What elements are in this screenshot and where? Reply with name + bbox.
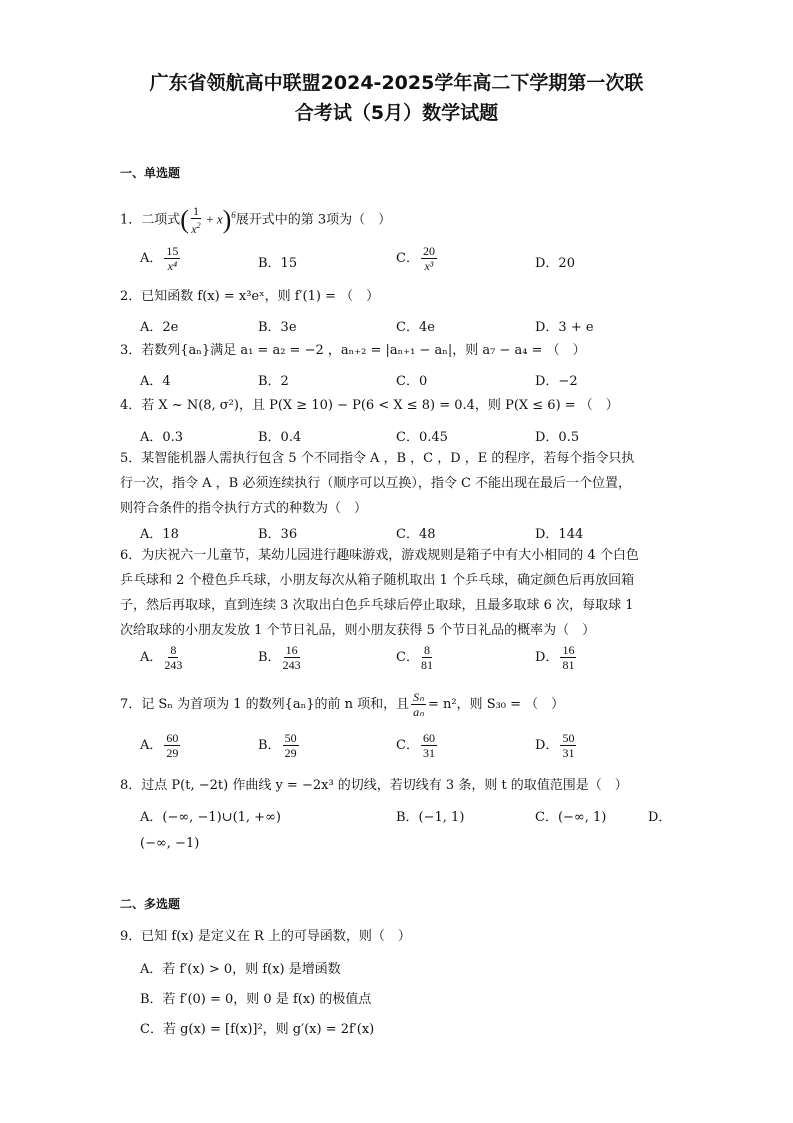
q4-option-a[interactable]: A．0.3: [140, 430, 184, 445]
q1-option-b[interactable]: B．15: [258, 256, 298, 271]
question-7-suffix: = n²，则 S₃₀ = （ ）: [427, 697, 565, 712]
q2-option-b[interactable]: B．3e: [258, 320, 297, 335]
q3-option-a[interactable]: A．4: [140, 374, 171, 389]
q6-option-a[interactable]: A． $\frac{8}{243}$: [140, 643, 183, 672]
question-1-prefix: 二项式: [141, 212, 181, 228]
q4-option-c[interactable]: C．0.45: [396, 430, 448, 445]
q1-option-d[interactable]: D．20: [535, 256, 575, 271]
q7-option-b[interactable]: B． $\frac{50}{29}$: [258, 731, 297, 760]
question-7: 7．记 Sₙ 为首项为 1 的数列{aₙ}的前 n 项和，且 $\frac{\text{Sₙ}}{\text{aₙ}}$ = n²，则 S₃₀ = （ ）: [120, 690, 565, 719]
question-5: 5．某智能机器人需执行包含 5 个不同指令 A ，B ，C ，D ，E 的程序，若每个指令只执 行一次，指令 A ，B 必须连续执行（顺序可以互换），指令 C 不能出现在最后一个位置， 则符合条件的指令执行方式的种数为（ ）: [120, 446, 634, 521]
question-7-prefix: 记 Sₙ 为首项为 1 的数列{aₙ}的前 n 项和，且: [141, 697, 410, 712]
q7-option-a[interactable]: A． $\frac{60}{29}$: [140, 731, 179, 760]
q8-option-d[interactable]: D．: [648, 810, 672, 825]
section-heading-single-choice: 一、单选题: [120, 166, 181, 180]
question-5-line-1: 某智能机器人需执行包含 5 个不同指令 A ，B ，C ，D ，E 的程序，若每个指令只执: [141, 451, 635, 466]
question-7-fraction: $\frac{\text{Sₙ}}{\text{aₙ}}$: [413, 690, 424, 719]
q8-option-c[interactable]: C．(−∞, 1): [535, 810, 607, 825]
q4-option-d[interactable]: D．0.5: [535, 430, 580, 445]
question-2-text: 已知函数 f(x) = x³eˣ，则 f′(1) = （ ）: [141, 289, 380, 304]
question-4-text: 若 X ~ N(8, σ²)，且 P(X ≥ 10) − P(6 < X ≤ 8) = 0.4，则 P(X ≤ 6) = （ ）: [141, 398, 619, 413]
question-1: 1．二项式( $\frac{1}{x^2}$ + x)$^6$展开式中的第 3项为（ ）: [120, 203, 392, 236]
question-5-line-2: 行一次，指令 A ，B 必须连续执行（顺序可以互换），指令 C 不能出现在最后一个位置，: [120, 476, 632, 491]
question-number: 1．: [120, 212, 142, 228]
question-6-line-2: 乒乓球和 2 个橙色乒乓球，小朋友每次从箱子随机取出 1 个乒乓球，确定颜色后再放回箱: [120, 573, 635, 588]
q1-c-numerator: 20: [422, 244, 435, 258]
q2-option-d[interactable]: D．3 + e: [535, 320, 594, 335]
question-6-line-1: 为庆祝六一儿童节，某幼儿园进行趣味游戏，游戏规则是箱子中有大小相同的 4 个白色: [141, 548, 639, 563]
q6-option-c[interactable]: C． $\frac{8}{81}$: [396, 643, 433, 672]
page-title-line-1: 广东省领航高中联盟2024-2025学年高二下学期第一次联: [149, 72, 644, 94]
q1-option-a[interactable]: A． $\frac{15}{\text{x⁴}}$: [140, 244, 179, 273]
left-paren: (: [180, 204, 189, 234]
question-6-line-4: 次给取球的小朋友发放 1 个节日礼品，则小朋友获得 5 个节日礼品的概率为（ ）: [120, 623, 596, 638]
right-paren: ): [222, 204, 232, 234]
question-5-line-3: 则符合条件的指令执行方式的种数为（ ）: [120, 501, 368, 516]
q9-option-a[interactable]: A．若 f′(x) > 0，则 f(x) 是增函数: [140, 962, 341, 977]
question-8-text: 过点 P(t, −2t) 作曲线 y = −2x³ 的切线，若切线有 3 条，则 t 的取值范围是（ ）: [141, 778, 628, 793]
q5-option-c[interactable]: C．48: [396, 527, 436, 542]
q8-option-d-value: (−∞, −1): [140, 836, 200, 851]
question-2: 2．已知函数 f(x) = x³eˣ，则 f′(1) = （ ）: [120, 289, 380, 304]
question-6-line-3: 子，然后再取球，直到连续 3 次取出白色乒乓球后停止取球，且最多取球 6 次，每取球 1: [120, 598, 634, 613]
q3-option-d[interactable]: D．−2: [535, 374, 578, 389]
page-title-line-2: 合考试（5月）数学试题: [294, 102, 499, 124]
q9-option-c[interactable]: C．若 g(x) = [f(x)]²，则 g′(x) = 2f′(x): [140, 1022, 375, 1037]
question-9-text: 已知 f(x) 是定义在 R 上的可导函数，则（ ）: [141, 929, 411, 944]
q5-option-d[interactable]: D．144: [535, 527, 584, 542]
q1-c-denominator: x³: [424, 259, 434, 273]
q8-option-a[interactable]: A．(−∞, −1)∪(1, +∞): [140, 810, 281, 825]
question-6: 6．为庆祝六一儿童节，某幼儿园进行趣味游戏，游戏规则是箱子中有大小相同的 4 个白色 乒乓球和 2 个橙色乒乓球，小朋友每次从箱子随机取出 1 个乒乓球，确定颜色后再放回箱 子，然后再取球，直到连续 3 次取出白色乒乓球后停止取球，且最多取球 6 次，每取球 1 次给取球的小朋友发放 1 个节日礼品，则小朋友获得 5 个节日礼品的概率为（ ）: [120, 543, 639, 643]
q3-option-c[interactable]: C．0: [396, 374, 428, 389]
q6-option-b[interactable]: B． $\frac{16}{243}$: [258, 643, 301, 672]
question-3: 3．若数列{aₙ}满足 a₁ = a₂ = −2 ，aₙ₊₂ = |aₙ₊₁ − aₙ|，则 a₇ − a₄ = （ ）: [120, 343, 586, 358]
q2-option-c[interactable]: C．4e: [396, 320, 435, 335]
question-9: 9．已知 f(x) 是定义在 R 上的可导函数，则（ ）: [120, 929, 411, 944]
q3-option-b[interactable]: B．2: [258, 374, 289, 389]
question-1-suffix: 展开式中的第 3项为（ ）: [235, 212, 392, 228]
section-heading-multiple-choice: 二、多选题: [120, 897, 181, 911]
q1-a-numerator: 15: [166, 244, 179, 258]
q9-option-b[interactable]: B．若 f′(0) = 0，则 0 是 f(x) 的极值点: [140, 992, 372, 1007]
q7-option-c[interactable]: C． $\frac{60}{31}$: [396, 731, 435, 760]
question-3-text: 若数列{aₙ}满足 a₁ = a₂ = −2 ，aₙ₊₂ = |aₙ₊₁ − aₙ|，则 a₇ − a₄ = （ ）: [141, 343, 586, 358]
q5-option-a[interactable]: A．18: [140, 527, 179, 542]
question-4: 4．若 X ~ N(8, σ²)，且 P(X ≥ 10) − P(6 < X ≤ 8) = 0.4，则 P(X ≤ 6) = （ ）: [120, 398, 619, 413]
q2-option-a[interactable]: A．2e: [140, 320, 179, 335]
q1-a-denominator: x⁴: [167, 259, 178, 273]
q4-option-b[interactable]: B．0.4: [258, 430, 302, 445]
q5-option-b[interactable]: B．36: [258, 527, 298, 542]
question-8: 8．过点 P(t, −2t) 作曲线 y = −2x³ 的切线，若切线有 3 条，则 t 的取值范围是（ ）: [120, 778, 628, 793]
q6-option-d[interactable]: D． $\frac{16}{81}$: [535, 643, 575, 672]
q1-option-c[interactable]: C． $\frac{20}{\text{x³}}$: [396, 244, 435, 273]
q8-option-b[interactable]: B．(−1, 1): [396, 810, 465, 825]
question-1-fraction: $\frac{1}{x^2}$: [191, 203, 201, 236]
q7-option-d[interactable]: D． $\frac{50}{31}$: [535, 731, 575, 760]
